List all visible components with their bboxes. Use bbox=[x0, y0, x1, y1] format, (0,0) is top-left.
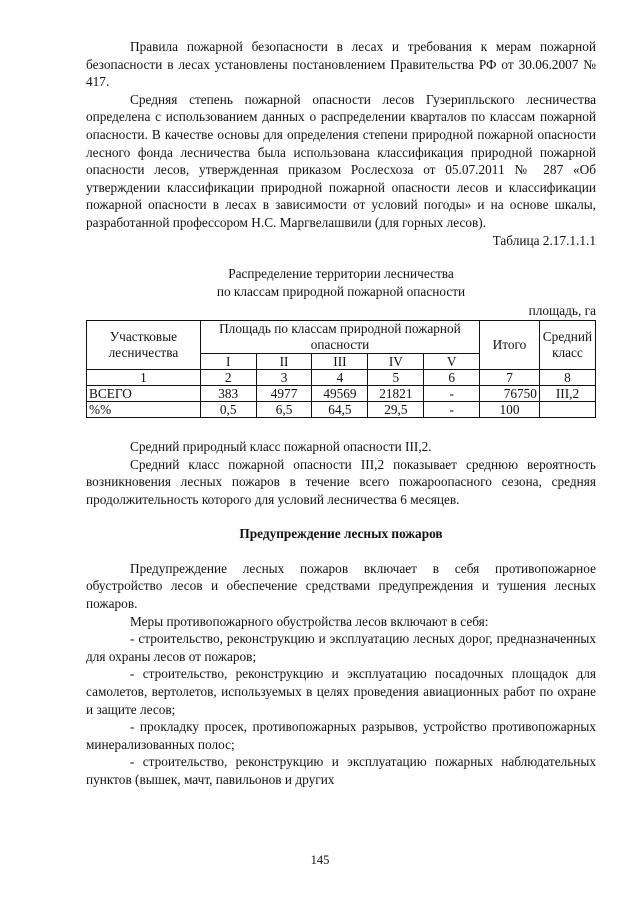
list-item: - строительство, реконструкцию и эксплуатацию пожарных наблюдательных пунктов (вышек, мачт, павильонов и других bbox=[86, 754, 596, 787]
cell-value: 64,5 bbox=[312, 401, 368, 417]
table-units: площадь, га bbox=[528, 303, 596, 319]
cell-value: - bbox=[424, 385, 480, 401]
intro-paragraph-1: Правила пожарной безопасности в лесах и требования к мерам пожарной безопасности в лесах установлены постановлением Правительства РФ от 30.06.2007 № 417. bbox=[86, 39, 596, 90]
cell-value: 383 bbox=[200, 385, 256, 401]
header-total: Итого bbox=[480, 320, 540, 369]
header-class-1: I bbox=[200, 353, 256, 369]
col-number: 3 bbox=[256, 369, 312, 385]
intro-block bbox=[86, 38, 596, 232]
cell-average bbox=[539, 401, 595, 417]
col-number: 7 bbox=[480, 369, 540, 385]
cell-value: 4977 bbox=[256, 385, 312, 401]
table-row-percent bbox=[87, 401, 596, 417]
col-number: 4 bbox=[312, 369, 368, 385]
page-number: 145 bbox=[310, 853, 330, 867]
table-caption-line-2: по классам природной пожарной опасности bbox=[216, 283, 466, 299]
row-name: ВСЕГО bbox=[87, 385, 201, 401]
header-class-2: II bbox=[256, 353, 312, 369]
document-page bbox=[86, 38, 596, 789]
cell-value: 6,5 bbox=[256, 401, 312, 417]
after-table-block bbox=[86, 438, 596, 508]
row-name: %% bbox=[87, 401, 201, 417]
cell-value: 29,5 bbox=[368, 401, 424, 417]
header-class-5: V bbox=[424, 353, 480, 369]
fire-class-table bbox=[86, 320, 596, 418]
list-item: - строительство, реконструкцию и эксплуатацию посадочных площадок для самолетов, вертолетов, используемых в целях проведения авиационных работ по охране и защите лесов; bbox=[86, 666, 596, 717]
table-number: Таблица 2.17.1.1.1 bbox=[492, 232, 596, 248]
section-paragraph-2: Меры противопожарного обустройства лесов включают в себя: bbox=[130, 613, 489, 629]
section-paragraph-1: Предупреждение лесных пожаров включает в себя противопожарное обустройство лесов и обеспечение средствами предупреждения и тушения лесных пожаров. bbox=[86, 560, 596, 612]
cell-average: III,2 bbox=[539, 385, 595, 401]
table-row-total bbox=[87, 385, 596, 401]
col-number: 5 bbox=[368, 369, 424, 385]
after-table-paragraph-1: Средний природный класс пожарной опасности III,2. bbox=[130, 438, 432, 454]
cell-value: - bbox=[424, 401, 480, 417]
cell-total: 76750 bbox=[480, 385, 540, 401]
header-class-3: III bbox=[312, 353, 368, 369]
cell-value: 21821 bbox=[368, 385, 424, 401]
after-table-paragraph-2: Средний класс пожарной опасности III,2 показывает среднюю вероятность возникновения лесных пожаров в течение всего пожароопасного сезона, средняя продолжительность которого для условий лесничества 6 месяцев. bbox=[86, 456, 596, 507]
list-item: - прокладку просек, противопожарных разрывов, устройство противопожарных минерализованных полос; bbox=[86, 719, 596, 752]
section-block bbox=[86, 560, 596, 789]
header-class-4: IV bbox=[368, 353, 424, 369]
list-item: - строительство, реконструкцию и эксплуатацию лесных дорог, предназначенных для охраны лесов от пожаров; bbox=[86, 631, 596, 664]
table-caption-line-1: Распределение территории лесничества bbox=[228, 266, 454, 282]
col-number: 8 bbox=[539, 369, 595, 385]
cell-value: 0,5 bbox=[200, 401, 256, 417]
col-number: 2 bbox=[200, 369, 256, 385]
header-average: Средний класс bbox=[539, 320, 595, 369]
section-heading: Предупреждение лесных пожаров bbox=[239, 526, 443, 542]
col-number: 6 bbox=[424, 369, 480, 385]
intro-paragraph-2: Средняя степень пожарной опасности лесов Гузерипльского лесничества определена с использованием данных о распределении кварталов по классам пожарной опасности. В качестве основы для определения степени природной пожарной опасности лесного фонда лесничества была использована классификация природной пожарной опасности лесов, утвержденная приказом Рослесхоза от 05.07.2011 № 287 «Об утверждении классификации природной пожарной опасности лесов и классификации пожарной опасности в лесах в зависимости от условий погоды» и на основе шкалы, разработанной профессором Н.С. Маргвелашвили (для горных лесов). bbox=[86, 91, 596, 230]
col-number: 1 bbox=[87, 369, 201, 385]
header-district: Участковые лесничества bbox=[87, 320, 201, 369]
cell-total: 100 bbox=[480, 401, 540, 417]
header-area: Площадь по классам природной пожарной опасности bbox=[200, 320, 479, 353]
cell-value: 49569 bbox=[312, 385, 368, 401]
